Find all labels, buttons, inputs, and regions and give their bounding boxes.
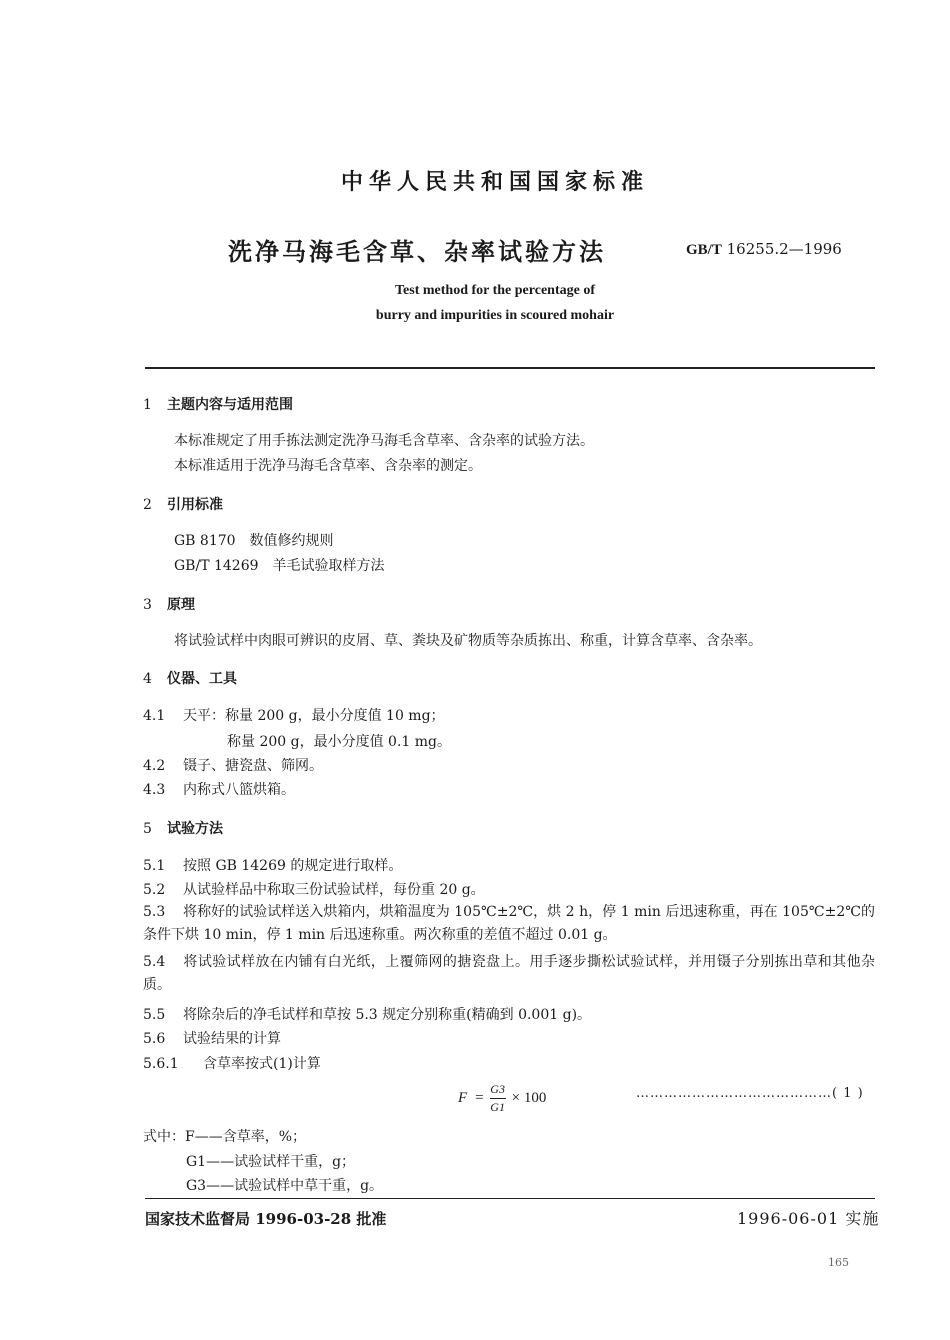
section-1-title: 主题内容与适用范围 [167,397,293,413]
item-4-1 [143,705,445,725]
item-5-1-number: 5.1 [143,858,166,874]
item-5-6-number: 5.6 [143,1031,166,1047]
item-5-4-text: 将试验试样放在内铺有白光纸，上覆筛网的搪瓷盘上。用手逐步撕松试验试样，并用镊子分别拣出草和其他杂质。 [143,954,875,993]
section-4-heading [143,668,237,688]
item-5-6-1-text: 含草率按式(1)计算 [203,1056,321,1072]
formula-leader-dots: …………………………………… [636,1086,832,1101]
formula-fraction [490,1082,506,1115]
standard-code [686,240,842,259]
item-5-6-text: 试验结果的计算 [183,1031,281,1047]
item-4-3-text: 内称式八篮烘箱。 [183,782,295,798]
formula-equals: = [475,1090,484,1106]
item-5-1 [143,855,402,875]
section-3-number: 3 [143,597,152,613]
reference-gb14269: GB/T 14269 羊毛试验取样方法 [174,558,385,574]
item-4-1-number: 4.1 [143,708,166,724]
formula-denominator: G1 [490,1100,505,1114]
formula-numerator: G3 [490,1082,505,1096]
implementation-date: 1996-06-01 实施 [737,1209,880,1228]
item-5-2-number: 5.2 [143,882,166,898]
fraction-bar [490,1098,506,1099]
item-5-3-text: 将称好的试验试样送入烘箱内，烘箱温度为 105℃±2℃，烘 2 h，停 1 min 后迅速称重，再在 105℃±2℃的条件下烘 10 min，停 1 min 后迅速称重。两次称重的差值不超过 0.01 g。 [143,904,875,943]
item-5-5-text: 将除杂后的净毛试样和草按 5.3 规定分别称重(精确到 0.001 g)。 [183,1007,592,1023]
section-5-number: 5 [143,821,152,837]
national-standard-heading: 中华人民共和国国家标准 [340,169,649,195]
item-4-3 [143,779,295,799]
section-3-heading [143,594,195,614]
formula-label [636,1086,864,1101]
approval-line: 国家技术监督局 1996-03-28 批准 [145,1210,387,1228]
item-5-3 [143,901,875,947]
item-5-6-1 [143,1053,321,1073]
section-1-number: 1 [143,397,152,413]
section-4-number: 4 [143,671,152,687]
document-title-en-line1: Test method for the percentage of [395,283,595,298]
section-3-para-1: 将试验试样中肉眼可辨识的皮屑、草、粪块及矿物质等杂质拣出、称重，计算含草率、含杂率。 [174,633,762,649]
formula-1 [458,1082,546,1115]
document-title-cn: 洗净马海毛含草、杂率试验方法 [228,237,606,266]
reference-gb8170: GB 8170 数值修约规则 [174,533,334,549]
item-5-4 [143,951,875,997]
formula-times: × 100 [511,1090,547,1106]
where-g3: G3——试验试样中草干重，g。 [186,1178,384,1194]
item-5-2-text: 从试验样品中称取三份试验试样，每份重 20 g。 [183,882,485,898]
item-4-1-text: 天平：称量 200 g，最小分度值 10 mg； [183,708,445,724]
item-5-3-number: 5.3 [143,904,166,920]
item-5-2 [143,879,485,899]
item-5-1-text: 按照 GB 14269 的规定进行取样。 [183,858,403,874]
item-4-2-number: 4.2 [143,758,166,774]
item-4-1-continuation: 称量 200 g，最小分度值 0.1 mg。 [227,734,451,750]
where-intro: 式中：F——含草率，%； [143,1129,307,1145]
item-5-6-1-number: 5.6.1 [143,1056,179,1072]
section-1-para-1: 本标准规定了用手拣法测定洗净马海毛含草率、含杂率的试验方法。 [174,433,594,449]
page-number: 165 [828,1256,849,1269]
section-2-heading [143,494,223,514]
header-divider [145,367,875,369]
formula-number: ( 1 ) [832,1086,864,1101]
document-title-en-line2: burry and impurities in scoured mohair [375,308,615,323]
footer-divider [145,1198,875,1199]
section-2-number: 2 [143,497,152,513]
section-1-para-2: 本标准适用于洗净马海毛含草率、含杂率的测定。 [174,458,482,474]
section-3-title: 原理 [167,597,195,613]
item-5-4-number: 5.4 [143,954,166,970]
formula-lhs: F [458,1090,468,1106]
section-5-heading [143,818,223,838]
item-5-5 [143,1004,591,1024]
section-4-title: 仪器、工具 [167,671,237,687]
item-5-5-number: 5.5 [143,1007,166,1023]
section-2-title: 引用标准 [167,497,223,513]
standard-code-prefix: GB/T [686,242,722,258]
item-4-2-text: 镊子、搪瓷盘、筛网。 [183,758,323,774]
item-4-3-number: 4.3 [143,782,166,798]
item-4-2 [143,755,323,775]
where-g1: G1——试验试样干重，g； [186,1154,356,1170]
section-1-heading [143,394,293,414]
section-5-title: 试验方法 [167,821,223,837]
standard-code-number: 16255.2—1996 [726,240,842,258]
item-5-6 [143,1028,281,1048]
